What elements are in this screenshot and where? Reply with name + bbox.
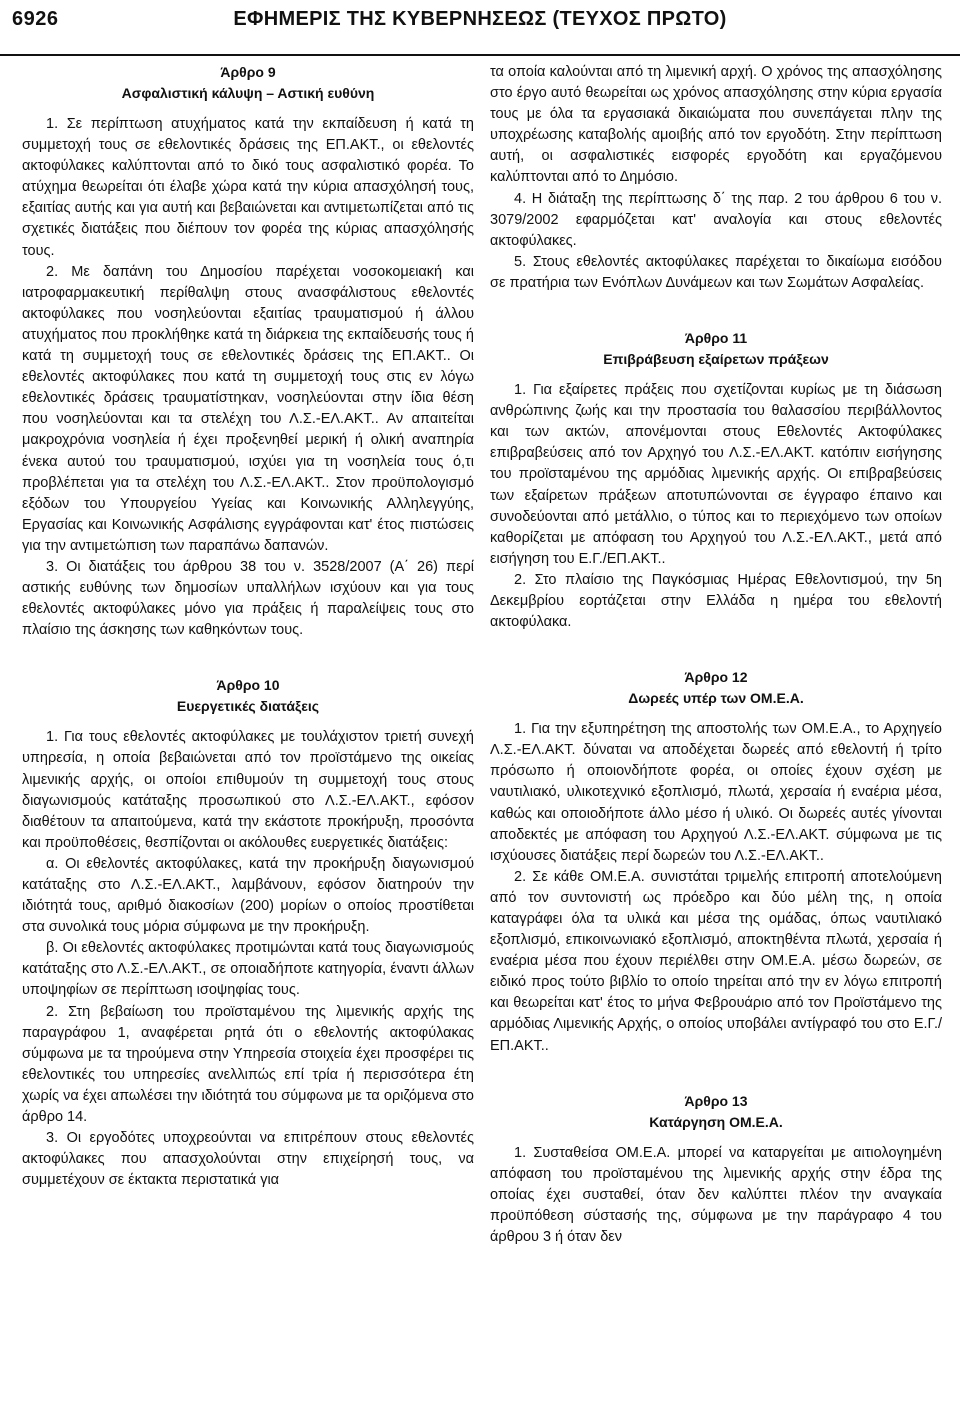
paragraph: 2. Σε κάθε ΟΜ.Ε.Α. συνιστάται τριμελής επιτροπή αποτελούμενη από τον συντονιστή ως πρόεδρο και δύο μέλη της, η οποία καταγράφει όλα τα υλικά και μέσα της ομάδας, όπως ναυτιλιακό εξοπλισμό, επικοινωνιακό εξοπλισμό, αποκτηθέντα πλωτά, χερσαία ή εναέρια μέσα που έχουν περιέλθει στην ΟΜ.Ε.Α. μέσω δωρεών, σε ειδικό προς τούτο βιβλίο το οποίο τηρείται από την εν λόγω επιτροπή και θεωρείται κατ' έτος το μήνα Φεβρουάριο από τον Προϊστάμενο της αρμόδιας Λιμενικής Αρχής, ο οποίος υποβάλει αντίγραφό του στο Ε.Γ./ΕΠ.ΑΚΤ..	[490, 868, 942, 1054]
paragraph: 5. Στους εθελοντές ακτοφύλακες παρέχεται το δικαίωμα εισόδου σε πρατήρια των Ενόπλων Δυνάμεων και των Σωμάτων Ασφαλείας.	[490, 253, 942, 291]
right-column	[490, 62, 942, 1248]
paragraph: 4. Η διάταξη της περίπτωσης δ΄ της παρ. 2 του άρθρου 6 του ν. 3079/2002 εφαρμόζεται κατ' αναλογία και στους εθελοντές ακτοφύλακες.	[490, 190, 942, 249]
article-title: Κατάργηση ΟΜ.Ε.Α.	[649, 1113, 783, 1130]
left-column	[22, 62, 474, 1191]
article-13-heading	[490, 1091, 942, 1133]
paragraph: 1. Συσταθείσα ΟΜ.Ε.Α. μπορεί να καταργείται με αιτιολογημένη απόφαση του προϊσταμένου της λιμενικής αρχής στην έδρα της οποίας έχει συσταθεί, όταν δεν καλύπτει πλέον την αναγκαία προϋπόθεση σύστασής της, σύμφωνα με την παράγραφο 4 του άρθρου 3 ή όταν δεν	[490, 1144, 942, 1246]
article-9-heading	[22, 62, 474, 104]
article-number: Άρθρο 12	[684, 669, 748, 686]
article-number: Άρθρο 9	[220, 64, 276, 80]
paragraph: α. Οι εθελοντές ακτοφύλακες, κατά την προκήρυξη διαγωνισμού κατάταξης στο Λ.Σ.-ΕΛ.ΑΚΤ., λαμβάνουν, εφόσον διατηρούν την ιδιότητά τους, αριθμό διακοσίων (200) μορίων ο οποίος προστίθεται στα συνολικά τους μόρια σύμφωνα με την προκήρυξη.	[22, 855, 474, 936]
article-title: Επιβράβευση εξαίρετων πράξεων	[603, 351, 829, 368]
article-number: Άρθρο 10	[216, 677, 280, 694]
paragraph: 1. Για εξαίρετες πράξεις που σχετίζονται κυρίως με τη διάσωση ανθρώπινης ζωής και την προστασία του θαλασσίου περιβάλλοντος και των ακτών, απονέμονται στους Εθελοντές Ακτοφύλακες επιβραβεύσεις από τον Αρχηγό του Λ.Σ.-ΕΛ.ΑΚΤ. κατόπιν εισήγησης του προϊσταμένου της αρμόδιας λιμενικής αρχής. Οι επιβραβεύσεις των εξαίρετων πράξεων αποτυπώνονται σε έγγραφο έπαινο και συνοδεύονται από μετάλλιο, ο τύπος και το περιεχόμενο των οποίων καθορίζεται με απόφαση του Αρχηγού του Λ.Σ.-ΕΛ.ΑΚΤ., μετά από εισήγηση του Ε.Γ./ΕΠ.ΑΚΤ..	[490, 382, 942, 567]
article-12-heading	[490, 667, 942, 709]
paragraph: 3. Οι διατάξεις του άρθρου 38 του ν. 3528/2007 (Α΄ 26) περί αστικής ευθύνης των δημοσίων υπαλλήλων ισχύουν και για τους εθελοντές ακτοφύλακες μόνο για πράξεις ή παραλείψεις τους στο πλαίσιο της άσκησης των καθηκόντων τους.	[22, 558, 474, 639]
article-10-heading	[22, 675, 474, 717]
paragraph-continued: τα οποία καλούνται από τη λιμενική αρχή. Ο χρόνος της απασχόλησης στο έργο αυτό θεωρείται ως χρόνος απασχόλησης στην κύρια εργασία τους με όλα τα εργασιακά δικαιώματα που συνεπάγεται πλην της υποχρέωσης καταβολής αμοιβής από τον εργοδότη. Στην περίπτωση αυτή, οι ασφαλιστικές εισφορές εργοδότη και εργαζόμενου καλύπτονται από το Δημόσιο.	[490, 64, 942, 186]
paragraph: 1. Για τους εθελοντές ακτοφύλακες με τουλάχιστον τριετή συνεχή υπηρεσία, η οποία βεβαιώνεται από τον προϊστάμενο της οικείας λιμενικής αρχής, οι οποίοι επιθυμούν τη συμμετοχή τους στους διαγωνισμούς κατάταξης προσωπικού στο Λ.Σ.-ΕΛ.ΑΚΤ., εφόσον διαθέτουν τα απαιτούμενα, κατά την εκάστοτε προκήρυξη, προσόντα και προϋποθέσεις, θεσπίζονται οι ακόλουθες ευεργετικές διατάξεις:	[22, 729, 474, 851]
paragraph: β. Οι εθελοντές ακτοφύλακες προτιμώνται κατά τους διαγωνισμούς κατάταξης στο Λ.Σ.-ΕΛ.ΑΚΤ., σε οποιαδήποτε κατηγορία, έναντι άλλων υποψηφίων σε περίπτωση ισοψηφίας τους.	[22, 940, 474, 999]
paragraph: 2. Στο πλαίσιο της Παγκόσμιας Ημέρας Εθελοντισμού, την 5η Δεκεμβρίου εορτάζεται στην Ελλάδα η ημέρα του εθελοντή ακτοφύλακα.	[490, 571, 942, 631]
paragraph: 3. Οι εργοδότες υποχρεούνται να επιτρέπουν στους εθελοντές ακτοφύλακες που απασχολούνται στην επιχείρησή τους, να συμμετέχουν σε έκτακτα περιστατικά για	[22, 1130, 474, 1189]
article-number: Άρθρο 11	[684, 330, 748, 347]
article-title: Δωρεές υπέρ των ΟΜ.Ε.Α.	[628, 690, 804, 707]
paragraph: 1. Σε περίπτωση ατυχήματος κατά την εκπαίδευση ή κατά τη συμμετοχή τους σε εθελοντικές δράσεις της ΕΠ.ΑΚΤ., οι εθελοντές ακτοφύλακες καλύπτονται από το δικό τους ασφαλιστικό φορέα. Το ατύχημα θεωρείται ότι έλαβε χώρα κατά την κύρια απασχόλησή τους, εξαιτίας αυτής και για αυτή και βεβαιώνεται και αντιμετωπίζεται από τις σχετικές διατάξεις που διέπουν τον φορέα της κύριας απασχόλησής τους.	[22, 116, 474, 259]
gazette-title: ΕΦΗΜΕΡΙΣ ΤΗΣ ΚΥΒΕΡΝΗΣΕΩΣ (ΤΕΥΧΟΣ ΠΡΩΤΟ)	[233, 8, 727, 30]
paragraph: 1. Για την εξυπηρέτηση της αποστολής των ΟΜ.Ε.Α., το Αρχηγείο Λ.Σ.-ΕΛ.ΑΚΤ. δύναται να αποδέχεται δωρεές από εθελοντή ή τρίτο πρόσωπο ή οποιονδήποτε φορέα, οι οποίες έχουν σχέση με ναυτιλιακό, υλικοτεχνικό εξοπλισμό, πλωτά, χερσαία ή εναέρια μέσα, καθώς και οποιοδήποτε άλλο μέσο ή υλικό. Οι δωρεές αυτές γίνονται αποδεκτές με απόφαση του Αρχηγού Λ.Σ.-ΕΛ.ΑΚΤ. σύμφωνα με τις ισχύουσες διατάξεις περί δωρεών του Λ.Σ.-ΕΛ.ΑΚΤ..	[490, 721, 942, 864]
article-11-heading	[490, 328, 942, 370]
page-header	[0, 0, 960, 56]
article-number: Άρθρο 13	[684, 1092, 748, 1109]
article-title: Ασφαλιστική κάλυψη – Αστική ευθύνη	[121, 85, 375, 101]
paragraph: 2. Με δαπάνη του Δημοσίου παρέχεται νοσοκομειακή και ιατροφαρμακευτική περίθαλψη στους ανασφάλιστους εθελοντές ακτοφύλακες που νοσηλεύονται εξαιτίας τραυματισμού ή άλλου ατυχήματος που προκλήθηκε κατά τη διάρκεια της εκπαίδευσής τους ή κατά τη συμμετοχή τους σε εθελοντικές δράσεις της ΕΠ.ΑΚΤ.. Οι εθελοντές ακτοφύλακες που κατά τη συμμετοχή τους στις εν λόγω εθελοντικές δράσεις τραυματίστηκαν, νοσηλεύονται στην ίδια θέση που νοσηλεύονται και τα στελέχη του Λ.Σ.-ΕΛ.ΑΚΤ.. Αν απαιτείται μακροχρόνια νοσηλεία ή έχει προξενηθεί μερική ή ολική αναπηρία ένεκα αυτού του τραυματισμού, ισχύει για τη νοσηλεία τους ό,τι προβλέπεται για τα στελέχη του Λ.Σ.-ΕΛ.ΑΚΤ.. Στον προϋπολογισμό εξόδων του Υπουργείου Υγείας και Κοινωνικής Αλληλεγγύης, Εργασίας και Κοινωνικής Ασφάλισης εγγράφονται κατ' έτος πιστώσεις για την αντιμετώπιση των παραπάνω δαπανών.	[22, 263, 474, 554]
page-number: 6926	[12, 8, 59, 30]
article-title: Ευεργετικές διατάξεις	[176, 698, 320, 715]
paragraph: 2. Στη βεβαίωση του προϊσταμένου της λιμενικής αρχής της παραγράφου 1, αναφέρεται ρητά ότι ο εθελοντής ακτοφύλακας σύμφωνα με τα τηρούμενα στην Υπηρεσία στοιχεία έχει προσφέρει τις εθελοντικές του υπηρεσίες ανελλιπώς επί τρία ή περισσότερα έτη χωρίς να έχει απωλέσει την ιδιότητά του σύμφωνα με τα οριζόμενα στο άρθρο 14.	[22, 1003, 474, 1126]
